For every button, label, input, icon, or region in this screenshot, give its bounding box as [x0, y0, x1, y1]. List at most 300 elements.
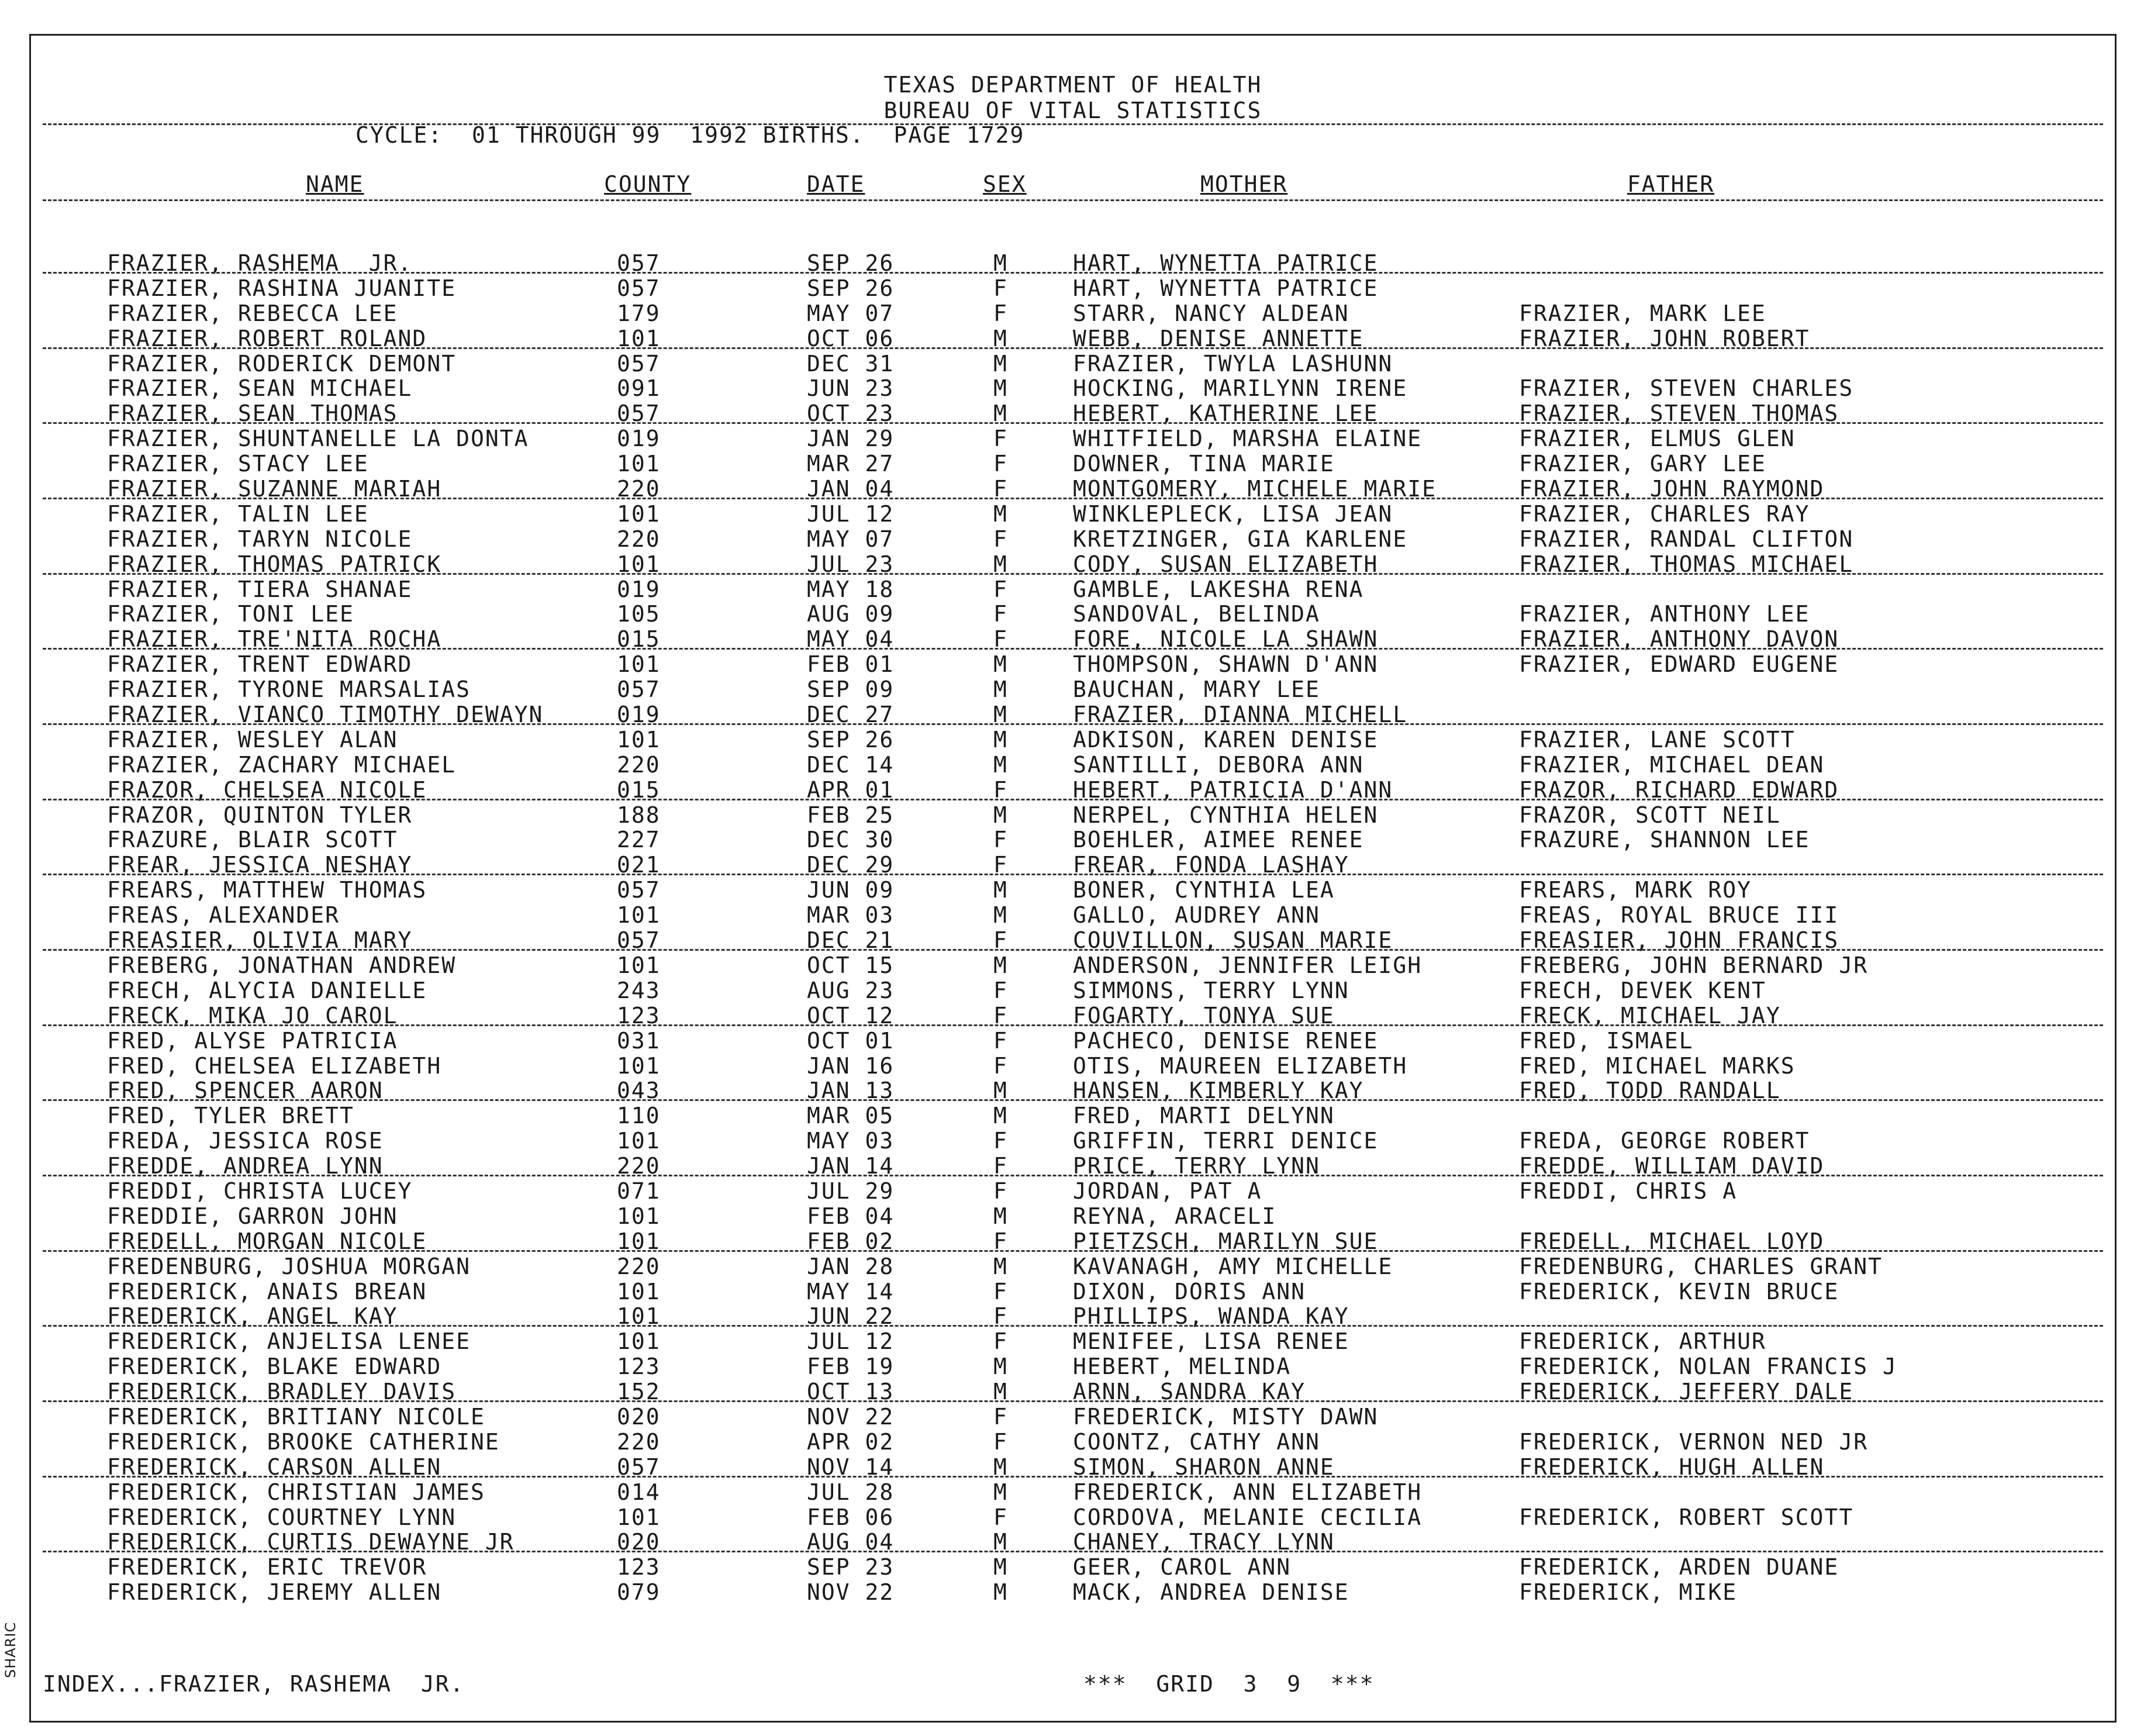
cell-name: FRAZIER, TYRONE MARSALIAS: [107, 677, 471, 703]
cell-father: FRAZOR, SCOTT NEIL: [1519, 802, 1781, 828]
cell-county: 220: [617, 476, 661, 502]
table-row: [31, 753, 2115, 778]
cell-county: 079: [617, 1579, 661, 1606]
cell-sex: M: [993, 677, 1008, 703]
cell-date: APR 01: [807, 776, 895, 803]
cell-mother: GAMBLE, LAKESHA RENA: [1073, 576, 1364, 602]
cell-date: SEP 26: [807, 726, 895, 753]
cell-county: 015: [617, 776, 661, 803]
table-row: [31, 477, 2115, 502]
cell-sex: F: [993, 776, 1008, 803]
table-row: [31, 1229, 2115, 1254]
table-row: [31, 426, 2115, 451]
cell-mother: NERPEL, CYNTHIA HELEN: [1073, 802, 1379, 828]
cell-name: FREDERICK, JEREMY ALLEN: [107, 1579, 442, 1606]
cell-father: FREDERICK, ARTHUR: [1519, 1328, 1766, 1355]
column-header-name: NAME: [306, 171, 364, 197]
cell-mother: CODY, SUSAN ELIZABETH: [1073, 551, 1379, 577]
cell-date: OCT 12: [807, 1002, 895, 1029]
bureau-title: BUREAU OF VITAL STATISTICS: [883, 98, 1262, 123]
cell-county: 101: [617, 726, 661, 753]
cell-name: FRED, CHELSEA ELIZABETH: [107, 1052, 442, 1079]
cell-sex: M: [993, 375, 1008, 402]
cell-father: FRAZIER, LANE SCOTT: [1519, 726, 1796, 753]
cell-name: FRAZIER, TRENT EDWARD: [107, 651, 413, 678]
cell-county: 020: [617, 1403, 661, 1430]
cell-mother: FOGARTY, TONYA SUE: [1073, 1002, 1335, 1029]
cell-name: FRAZOR, QUINTON TYLER: [107, 802, 413, 828]
cell-father: FRAZIER, STEVEN CHARLES: [1519, 375, 1854, 402]
cell-name: FREDDIE, GARRON JOHN: [107, 1203, 398, 1229]
table-row: [31, 376, 2115, 401]
cell-county: 057: [617, 1454, 661, 1480]
cell-county: 057: [617, 250, 661, 276]
cell-father: FREDELL, MICHAEL LOYD: [1519, 1228, 1825, 1254]
table-row: [31, 1455, 2115, 1480]
cell-mother: GALLO, AUDREY ANN: [1073, 902, 1320, 929]
table-row: [31, 1279, 2115, 1304]
cell-date: SEP 26: [807, 275, 895, 301]
cell-name: FREASIER, OLIVIA MARY: [107, 927, 413, 954]
cell-name: FREDERICK, ANGEL KAY: [107, 1303, 398, 1330]
cell-mother: HART, WYNETTA PATRICE: [1073, 250, 1379, 276]
cell-name: FRAZIER, TALIN LEE: [107, 501, 369, 527]
cell-date: NOV 14: [807, 1454, 895, 1480]
table-row: [31, 803, 2115, 828]
cell-sex: F: [993, 927, 1008, 954]
cell-name: FREDERICK, ANJELISA LENEE: [107, 1328, 471, 1355]
table-row: [31, 778, 2115, 803]
cell-sex: M: [993, 501, 1008, 527]
ledger-page: [29, 34, 2117, 1723]
cell-name: FRAZIER, RODERICK DEMONT: [107, 350, 457, 377]
table-row: [31, 1103, 2115, 1128]
side-label: SHARIC: [2, 1621, 19, 1678]
cell-mother: WEBB, DENISE ANNETTE: [1073, 325, 1364, 351]
cell-mother: WHITFIELD, MARSHA ELAINE: [1073, 426, 1423, 452]
cell-mother: CORDOVA, MELANIE CECILIA: [1073, 1504, 1423, 1530]
cell-name: FRAZIER, SUZANNE MARIAH: [107, 476, 442, 502]
cell-name: FRED, SPENCER AARON: [107, 1078, 384, 1104]
cell-name: FRAZIER, RASHEMA JR.: [107, 250, 413, 276]
cell-father: FRAZIER, JOHN RAYMOND: [1519, 476, 1825, 502]
cell-date: FEB 25: [807, 802, 895, 828]
cell-date: OCT 23: [807, 401, 895, 427]
department-title: TEXAS DEPARTMENT OF HEALTH: [883, 72, 1262, 98]
cell-father: FREDERICK, ARDEN DUANE: [1519, 1554, 1839, 1580]
cell-county: 220: [617, 1253, 661, 1279]
cell-sex: M: [993, 877, 1008, 903]
column-header-rule: [43, 199, 2103, 201]
cell-mother: PIETZSCH, MARILYN SUE: [1073, 1228, 1379, 1254]
column-header-mother: MOTHER: [1200, 171, 1288, 197]
cell-date: AUG 23: [807, 977, 895, 1003]
cell-sex: M: [993, 350, 1008, 377]
cell-mother: FORE, NICOLE LA SHAWN: [1073, 626, 1379, 653]
cell-county: 020: [617, 1529, 661, 1555]
table-row: [31, 1179, 2115, 1204]
cell-sex: F: [993, 1052, 1008, 1079]
table-row: [31, 677, 2115, 702]
cell-county: 101: [617, 1504, 661, 1530]
cell-sex: M: [993, 702, 1008, 728]
cell-name: FREDERICK, BROOKE CATHERINE: [107, 1428, 500, 1455]
cell-mother: MACK, ANDREA DENISE: [1073, 1579, 1349, 1606]
table-row: [31, 928, 2115, 953]
column-header-county: COUNTY: [604, 171, 692, 197]
cell-name: FRAZIER, THOMAS PATRICK: [107, 551, 442, 577]
cell-county: 057: [617, 401, 661, 427]
cell-mother: HEBERT, PATRICIA D'ANN: [1073, 776, 1393, 803]
cell-sex: M: [993, 726, 1008, 753]
cell-mother: WINKLEPLECK, LISA JEAN: [1073, 501, 1393, 527]
cell-county: 101: [617, 325, 661, 351]
table-row: [31, 1254, 2115, 1279]
cell-name: FREDERICK, COURTNEY LYNN: [107, 1504, 457, 1530]
table-row: [31, 1354, 2115, 1379]
table-row: [31, 451, 2115, 477]
cell-father: FRAZIER, MARK LEE: [1519, 300, 1766, 326]
cell-father: FREASIER, JOHN FRANCIS: [1519, 927, 1839, 954]
cell-date: MAR 03: [807, 902, 895, 929]
cell-county: 123: [617, 1554, 661, 1580]
cell-father: FRAZIER, RANDAL CLIFTON: [1519, 526, 1854, 552]
cell-date: OCT 13: [807, 1379, 895, 1405]
cell-name: FREDENBURG, JOSHUA MORGAN: [107, 1253, 471, 1279]
cell-date: FEB 02: [807, 1228, 895, 1254]
cell-county: 123: [617, 1354, 661, 1380]
cell-name: FRAZURE, BLAIR SCOTT: [107, 827, 398, 853]
cell-father: FRAZOR, RICHARD EDWARD: [1519, 776, 1839, 803]
cell-date: JAN 04: [807, 476, 895, 502]
cell-date: MAY 14: [807, 1278, 895, 1304]
table-row: [31, 953, 2115, 978]
cell-sex: F: [993, 1002, 1008, 1029]
cell-sex: F: [993, 1428, 1008, 1455]
cell-father: FRAZIER, JOHN ROBERT: [1519, 325, 1810, 351]
cell-mother: JORDAN, PAT A: [1073, 1178, 1262, 1204]
cell-name: FREDDE, ANDREA LYNN: [107, 1153, 384, 1179]
cell-name: FRAZIER, SHUNTANELLE LA DONTA: [107, 426, 529, 452]
cell-county: 057: [617, 275, 661, 301]
table-row: [31, 702, 2115, 727]
cell-county: 101: [617, 451, 661, 477]
table-row: [31, 1154, 2115, 1179]
table-row: [31, 301, 2115, 326]
cell-name: FRAZOR, CHELSEA NICOLE: [107, 776, 427, 803]
cell-date: MAY 03: [807, 1128, 895, 1154]
cell-sex: M: [993, 401, 1008, 427]
cell-sex: F: [993, 601, 1008, 627]
cell-name: FRAZIER, RASHINA JUANITE: [107, 275, 457, 301]
cell-date: AUG 04: [807, 1529, 895, 1555]
cell-father: FRAZIER, STEVEN THOMAS: [1519, 401, 1839, 427]
cell-name: FREDERICK, ERIC TREVOR: [107, 1554, 427, 1580]
cell-county: 057: [617, 877, 661, 903]
cell-date: MAY 04: [807, 626, 895, 653]
cell-name: FREDERICK, BRADLEY DAVIS: [107, 1379, 457, 1405]
table-row: [31, 251, 2115, 276]
cell-father: FRED, TODD RANDALL: [1519, 1078, 1781, 1104]
table-row: [31, 727, 2115, 753]
cell-date: MAY 07: [807, 526, 895, 552]
cell-father: FRAZIER, MICHAEL DEAN: [1519, 751, 1825, 778]
table-row: [31, 1404, 2115, 1430]
cell-county: 057: [617, 927, 661, 954]
cell-name: FREDDI, CHRISTA LUCEY: [107, 1178, 413, 1204]
cell-date: JAN 16: [807, 1052, 895, 1079]
cell-county: 220: [617, 1428, 661, 1455]
cell-sex: M: [993, 325, 1008, 351]
cell-date: JUL 29: [807, 1178, 895, 1204]
cell-name: FRAZIER, VIANCO TIMOTHY DEWAYN: [107, 702, 544, 728]
cell-sex: M: [993, 651, 1008, 678]
cell-county: 091: [617, 375, 661, 402]
table-row: [31, 1054, 2115, 1079]
cell-name: FRAZIER, TARYN NICOLE: [107, 526, 413, 552]
cell-father: FRAZIER, ELMUS GLEN: [1519, 426, 1796, 452]
cell-date: FEB 01: [807, 651, 895, 678]
cell-mother: FREDERICK, ANN ELIZABETH: [1073, 1479, 1423, 1505]
cell-county: 110: [617, 1103, 661, 1129]
cell-mother: HEBERT, MELINDA: [1073, 1354, 1292, 1380]
cell-father: FRAZURE, SHANNON LEE: [1519, 827, 1810, 853]
cell-sex: F: [993, 827, 1008, 853]
cell-county: 019: [617, 576, 661, 602]
cell-county: 105: [617, 601, 661, 627]
cell-father: FREDERICK, VERNON NED JR: [1519, 1428, 1869, 1455]
column-header-date: DATE: [807, 171, 865, 197]
cell-date: JUL 28: [807, 1479, 895, 1505]
cell-mother: CHANEY, TRACY LYNN: [1073, 1529, 1335, 1555]
cell-sex: M: [993, 902, 1008, 929]
cell-name: FREDERICK, CURTIS DEWAYNE JR: [107, 1529, 515, 1555]
table-row: [31, 401, 2115, 426]
cell-date: NOV 22: [807, 1403, 895, 1430]
cell-name: FREDERICK, ANAIS BREAN: [107, 1278, 427, 1304]
table-row: [31, 577, 2115, 602]
cell-name: FRAZIER, ROBERT ROLAND: [107, 325, 427, 351]
cell-sex: F: [993, 1303, 1008, 1330]
cell-father: FREDDI, CHRIS A: [1519, 1178, 1738, 1204]
cell-date: DEC 27: [807, 702, 895, 728]
table-row: [31, 1430, 2115, 1455]
cell-mother: COUVILLON, SUSAN MARIE: [1073, 927, 1393, 954]
cell-date: JAN 28: [807, 1253, 895, 1279]
cell-sex: M: [993, 1354, 1008, 1380]
cell-mother: PRICE, TERRY LYNN: [1073, 1153, 1320, 1179]
cell-sex: F: [993, 476, 1008, 502]
cell-sex: F: [993, 1504, 1008, 1530]
cell-date: JUN 22: [807, 1303, 895, 1330]
cell-sex: M: [993, 751, 1008, 778]
cell-name: FREDELL, MORGAN NICOLE: [107, 1228, 427, 1254]
cell-date: FEB 06: [807, 1504, 895, 1530]
cell-father: FREDERICK, HUGH ALLEN: [1519, 1454, 1825, 1480]
cell-date: DEC 30: [807, 827, 895, 853]
table-row: [31, 1078, 2115, 1103]
cell-sex: M: [993, 1078, 1008, 1104]
table-row: [31, 1580, 2115, 1605]
cell-mother: GRIFFIN, TERRI DENICE: [1073, 1128, 1379, 1154]
cell-sex: F: [993, 852, 1008, 878]
table-row: [31, 827, 2115, 853]
cell-sex: F: [993, 1153, 1008, 1179]
table-row: [31, 652, 2115, 677]
cell-date: FEB 04: [807, 1203, 895, 1229]
cell-name: FRAZIER, TIERA SHANAE: [107, 576, 413, 602]
cell-mother: HOCKING, MARILYNN IRENE: [1073, 375, 1408, 402]
cell-date: JUL 23: [807, 551, 895, 577]
column-header-sex: SEX: [983, 171, 1027, 197]
cell-county: 101: [617, 1203, 661, 1229]
cell-county: 101: [617, 501, 661, 527]
cell-date: JUL 12: [807, 1328, 895, 1355]
cell-county: 101: [617, 1303, 661, 1330]
cell-father: FREDERICK, NOLAN FRANCIS J: [1519, 1354, 1897, 1380]
cell-name: FRAZIER, WESLEY ALAN: [107, 726, 398, 753]
cell-mother: DOWNER, TINA MARIE: [1073, 451, 1335, 477]
cell-sex: M: [993, 1554, 1008, 1580]
table-row: [31, 1304, 2115, 1329]
cell-sex: F: [993, 576, 1008, 602]
cell-county: 101: [617, 952, 661, 978]
cell-mother: OTIS, MAUREEN ELIZABETH: [1073, 1052, 1408, 1079]
cell-mother: REYNA, ARACELI: [1073, 1203, 1277, 1229]
cell-name: FRAZIER, ZACHARY MICHAEL: [107, 751, 457, 778]
cell-county: 220: [617, 1153, 661, 1179]
cell-county: 021: [617, 852, 661, 878]
table-row: [31, 1555, 2115, 1580]
cell-sex: F: [993, 1403, 1008, 1430]
column-header-father: FATHER: [1627, 171, 1715, 197]
cell-mother: BOEHLER, AIMEE RENEE: [1073, 827, 1364, 853]
cell-county: 057: [617, 677, 661, 703]
cell-date: APR 02: [807, 1428, 895, 1455]
table-row: [31, 276, 2115, 301]
cell-date: OCT 15: [807, 952, 895, 978]
cell-mother: FREAR, FONDA LASHAY: [1073, 852, 1349, 878]
cell-county: 243: [617, 977, 661, 1003]
cell-sex: M: [993, 1529, 1008, 1555]
cell-sex: F: [993, 1178, 1008, 1204]
cell-father: FRAZIER, GARY LEE: [1519, 451, 1766, 477]
cell-sex: M: [993, 1103, 1008, 1129]
cell-father: FRECK, MICHAEL JAY: [1519, 1002, 1781, 1029]
cell-name: FREBERG, JONATHAN ANDREW: [107, 952, 457, 978]
cell-county: 101: [617, 1128, 661, 1154]
cell-sex: M: [993, 250, 1008, 276]
table-row: [31, 552, 2115, 577]
cell-sex: M: [993, 802, 1008, 828]
cell-mother: STARR, NANCY ALDEAN: [1073, 300, 1349, 326]
cell-mother: MENIFEE, LISA RENEE: [1073, 1328, 1349, 1355]
cell-sex: M: [993, 1379, 1008, 1405]
cell-name: FREAS, ALEXANDER: [107, 902, 340, 929]
cell-sex: F: [993, 626, 1008, 653]
cell-date: DEC 31: [807, 350, 895, 377]
cell-mother: HEBERT, KATHERINE LEE: [1073, 401, 1379, 427]
cell-mother: SANDOVAL, BELINDA: [1073, 601, 1320, 627]
cell-name: FREAR, JESSICA NESHAY: [107, 852, 413, 878]
cell-county: 101: [617, 551, 661, 577]
cell-name: FRAZIER, STACY LEE: [107, 451, 369, 477]
header-rule: [43, 123, 2103, 125]
table-row: [31, 527, 2115, 552]
cell-father: FREDERICK, ROBERT SCOTT: [1519, 1504, 1854, 1530]
cell-date: OCT 01: [807, 1027, 895, 1054]
cell-county: 101: [617, 1278, 661, 1304]
cell-father: FREDERICK, JEFFERY DALE: [1519, 1379, 1854, 1405]
cell-date: NOV 22: [807, 1579, 895, 1606]
cell-sex: F: [993, 1278, 1008, 1304]
table-row: [31, 903, 2115, 928]
cell-sex: F: [993, 1128, 1008, 1154]
cell-date: SEP 09: [807, 677, 895, 703]
cell-name: FREDERICK, BLAKE EDWARD: [107, 1354, 442, 1380]
cell-father: FREDENBURG, CHARLES GRANT: [1519, 1253, 1883, 1279]
cell-mother: HANSEN, KIMBERLY KAY: [1073, 1078, 1364, 1104]
cell-date: DEC 14: [807, 751, 895, 778]
birth-records-list: [31, 251, 2115, 1605]
table-row: [31, 602, 2115, 627]
cell-date: AUG 09: [807, 601, 895, 627]
cell-county: 101: [617, 1052, 661, 1079]
cell-mother: HART, WYNETTA PATRICE: [1073, 275, 1379, 301]
cell-name: FREDERICK, BRITIANY NICOLE: [107, 1403, 485, 1430]
cell-mother: COONTZ, CATHY ANN: [1073, 1428, 1320, 1455]
index-footer: INDEX...FRAZIER, RASHEMA JR.: [43, 1671, 465, 1697]
cell-date: DEC 21: [807, 927, 895, 954]
cell-county: 071: [617, 1178, 661, 1204]
grid-footer: *** GRID 3 9 ***: [1083, 1671, 1375, 1697]
cell-sex: M: [993, 1203, 1008, 1229]
cell-date: MAY 07: [807, 300, 895, 326]
cell-father: FRED, MICHAEL MARKS: [1519, 1052, 1796, 1079]
cycle-line: CYCLE: 01 THROUGH 99 1992 BIRTHS. PAGE 1729: [355, 122, 1025, 148]
cell-date: MAY 18: [807, 576, 895, 602]
cell-county: 152: [617, 1379, 661, 1405]
cell-mother: MONTGOMERY, MICHELE MARIE: [1073, 476, 1437, 502]
table-row: [31, 1379, 2115, 1404]
cell-county: 019: [617, 702, 661, 728]
cell-mother: FRAZIER, DIANNA MICHELL: [1073, 702, 1408, 728]
cell-county: 220: [617, 526, 661, 552]
cell-county: 014: [617, 1479, 661, 1505]
cell-date: JAN 13: [807, 1078, 895, 1104]
table-row: [31, 1204, 2115, 1229]
cell-father: FRAZIER, THOMAS MICHAEL: [1519, 551, 1854, 577]
cell-father: FRED, ISMAEL: [1519, 1027, 1694, 1054]
cell-sex: F: [993, 977, 1008, 1003]
cell-father: FRAZIER, ANTHONY DAVON: [1519, 626, 1839, 653]
cell-mother: ANDERSON, JENNIFER LEIGH: [1073, 952, 1423, 978]
cell-father: FREDA, GEORGE ROBERT: [1519, 1128, 1810, 1154]
cell-county: 019: [617, 426, 661, 452]
cell-sex: M: [993, 1253, 1008, 1279]
cell-father: FRAZIER, CHARLES RAY: [1519, 501, 1810, 527]
cell-county: 179: [617, 300, 661, 326]
cell-father: FREARS, MARK ROY: [1519, 877, 1752, 903]
cell-mother: SIMMONS, TERRY LYNN: [1073, 977, 1349, 1003]
cell-name: FREDERICK, CHRISTIAN JAMES: [107, 1479, 485, 1505]
cell-sex: M: [993, 1454, 1008, 1480]
cell-father: FRECH, DEVEK KENT: [1519, 977, 1766, 1003]
cell-sex: F: [993, 1228, 1008, 1254]
table-row: [31, 1128, 2115, 1154]
cell-sex: M: [993, 952, 1008, 978]
cell-mother: SANTILLI, DEBORA ANN: [1073, 751, 1364, 778]
